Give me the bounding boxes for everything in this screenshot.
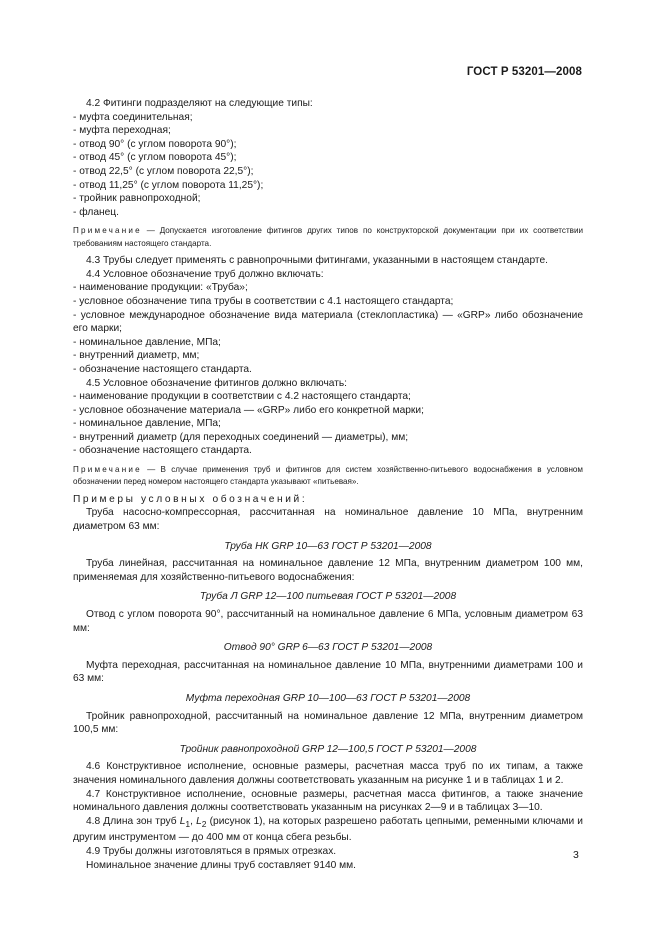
example-code: Труба НК GRP 10—63 ГОСТ Р 53201—2008 <box>224 540 432 552</box>
list-item: - номинальное давление, МПа; <box>73 418 221 430</box>
content-body <box>73 97 583 872</box>
page-number: 3 <box>573 849 579 861</box>
l2-subscript: 2 <box>201 818 207 829</box>
list-item: - наименование продукции: «Труба»; <box>73 282 248 294</box>
list-item: - условное международное обозначение вида материала (стеклопластика) — «GRP» либо обозначение его марки; <box>73 309 583 335</box>
note-label: Примечание <box>73 465 142 475</box>
example-code: Тройник равнопроходной GRP 12—100,5 ГОСТ Р 53201—2008 <box>179 743 477 755</box>
section-4-2-intro: 4.2 Фитинги подразделяют на следующие типы: <box>86 98 313 109</box>
note-2 <box>73 464 583 489</box>
l1-symbol: L <box>179 815 186 827</box>
examples-title: Примеры условных обозначений: <box>73 493 308 505</box>
list-item: - отвод 90° (с углом поворота 90°); <box>73 138 237 150</box>
l1-subscript: 1 <box>185 818 191 829</box>
section-4-7: 4.7 Конструктивное исполнение, основные размеры, расчетная масса фитингов, а также значение номинального давления должны соответствовать указанным на рисунках 2—9 и в таблицах 3—10. <box>73 788 583 814</box>
section-4-9: 4.9 Трубы должны изготовляться в прямых отрезках. <box>86 845 337 857</box>
standard-header: ГОСТ Р 53201—2008 <box>466 66 582 78</box>
list-item: - отвод 22,5° (с углом поворота 22,5°); <box>73 165 254 177</box>
section-4-8 <box>73 815 583 845</box>
note-text: — В случае применения труб и фитингов для систем хозяйственно-питьевого водоснабжения в условном обозначении перед номером настоящего стандарта указывают «питьевая». <box>73 465 583 487</box>
s48-pre: 4.8 Длина зон труб <box>86 815 180 827</box>
note-1 <box>73 225 583 250</box>
list-item: - фланец. <box>73 206 119 218</box>
example-description: Тройник равнопроходной, рассчитанный на номинальное давление 12 МПа, внутренним диаметром 100,5 мм: <box>73 710 583 736</box>
list-item: - отвод 45° (с углом поворота 45°); <box>73 152 237 164</box>
list-item: - внутренний диаметр (для переходных соединений — диаметры), мм; <box>73 431 409 443</box>
list-item: - обозначение настоящего стандарта. <box>73 445 252 457</box>
note-text: — Допускается изготовление фитингов других типов по конструкторской документации при их соответствии требованиям настоящего стандарта. <box>73 226 583 248</box>
list-item: - наименование продукции в соответствии с 4.2 настоящего стандарта; <box>73 391 411 403</box>
list-item: - обозначение настоящего стандарта. <box>73 363 252 375</box>
list-item: - муфта переходная; <box>73 125 171 137</box>
list-item: - номинальное давление, МПа; <box>73 336 221 348</box>
list-item: - условное обозначение материала — «GRP» либо его конкретной марки; <box>73 404 424 416</box>
list-item: - отвод 11,25° (с углом поворота 11,25°); <box>73 179 264 191</box>
section-4-4-intro: 4.4 Условное обозначение труб должно включать: <box>86 268 324 280</box>
l2-symbol: L <box>196 815 202 827</box>
note-label: Примечание <box>73 226 142 236</box>
s48-comma: , <box>190 815 197 827</box>
list-item: - тройник равнопроходной; <box>73 193 201 205</box>
section-4-9-length: Номинальное значение длины труб составляет 9140 мм. <box>86 859 357 871</box>
section-4-3: 4.3 Трубы следует применять с равнопрочными фитингами, указанными в настоящем стандарте. <box>86 255 548 267</box>
list-item: - внутренний диаметр, мм; <box>73 350 200 362</box>
example-description: Труба насосно-компрессорная, рассчитанная на номинальное давление 10 МПа, внутренним диаметром 63 мм: <box>73 507 583 533</box>
section-4-5-intro: 4.5 Условное обозначение фитингов должно включать: <box>86 377 347 389</box>
example-description: Труба линейная, рассчитанная на номинальное давление 12 МПа, внутренним диаметром 100 мм, применяемая для хозяйственно-питьевого водоснабжения: <box>73 558 583 583</box>
list-item: - условное обозначение типа трубы в соответствии с 4.1 настоящего стандарта; <box>73 295 454 307</box>
example-code: Труба Л GRP 12—100 питьевая ГОСТ Р 53201—2008 <box>199 591 457 603</box>
s48-post: (рисунок 1), на которых разрешено работать цепными, ременными ключами и другим инструментом — до 400 мм от конца сбега резьбы. <box>73 815 583 844</box>
example-description: Муфта переходная, рассчитанная на номинальное давление 10 МПа, внутренними диаметрами 100 и 63 мм: <box>73 659 583 685</box>
section-4-6: 4.6 Конструктивное исполнение, основные размеры, расчетная масса труб по их типам, а также значения номинального давления должны соответствовать указанным на рисунке 1 и в таблицах 1 и 2. <box>73 761 583 786</box>
example-code: Муфта переходная GRP 10—100—63 ГОСТ Р 53201—2008 <box>185 693 471 704</box>
list-item: - муфта соединительная; <box>73 111 193 123</box>
example-code: Отвод 90° GRP 6—63 ГОСТ Р 53201—2008 <box>223 642 433 654</box>
example-description: Отвод с углом поворота 90°, рассчитанный на номинальное давление 6 МПа, условным диаметром 63 мм: <box>73 609 583 634</box>
